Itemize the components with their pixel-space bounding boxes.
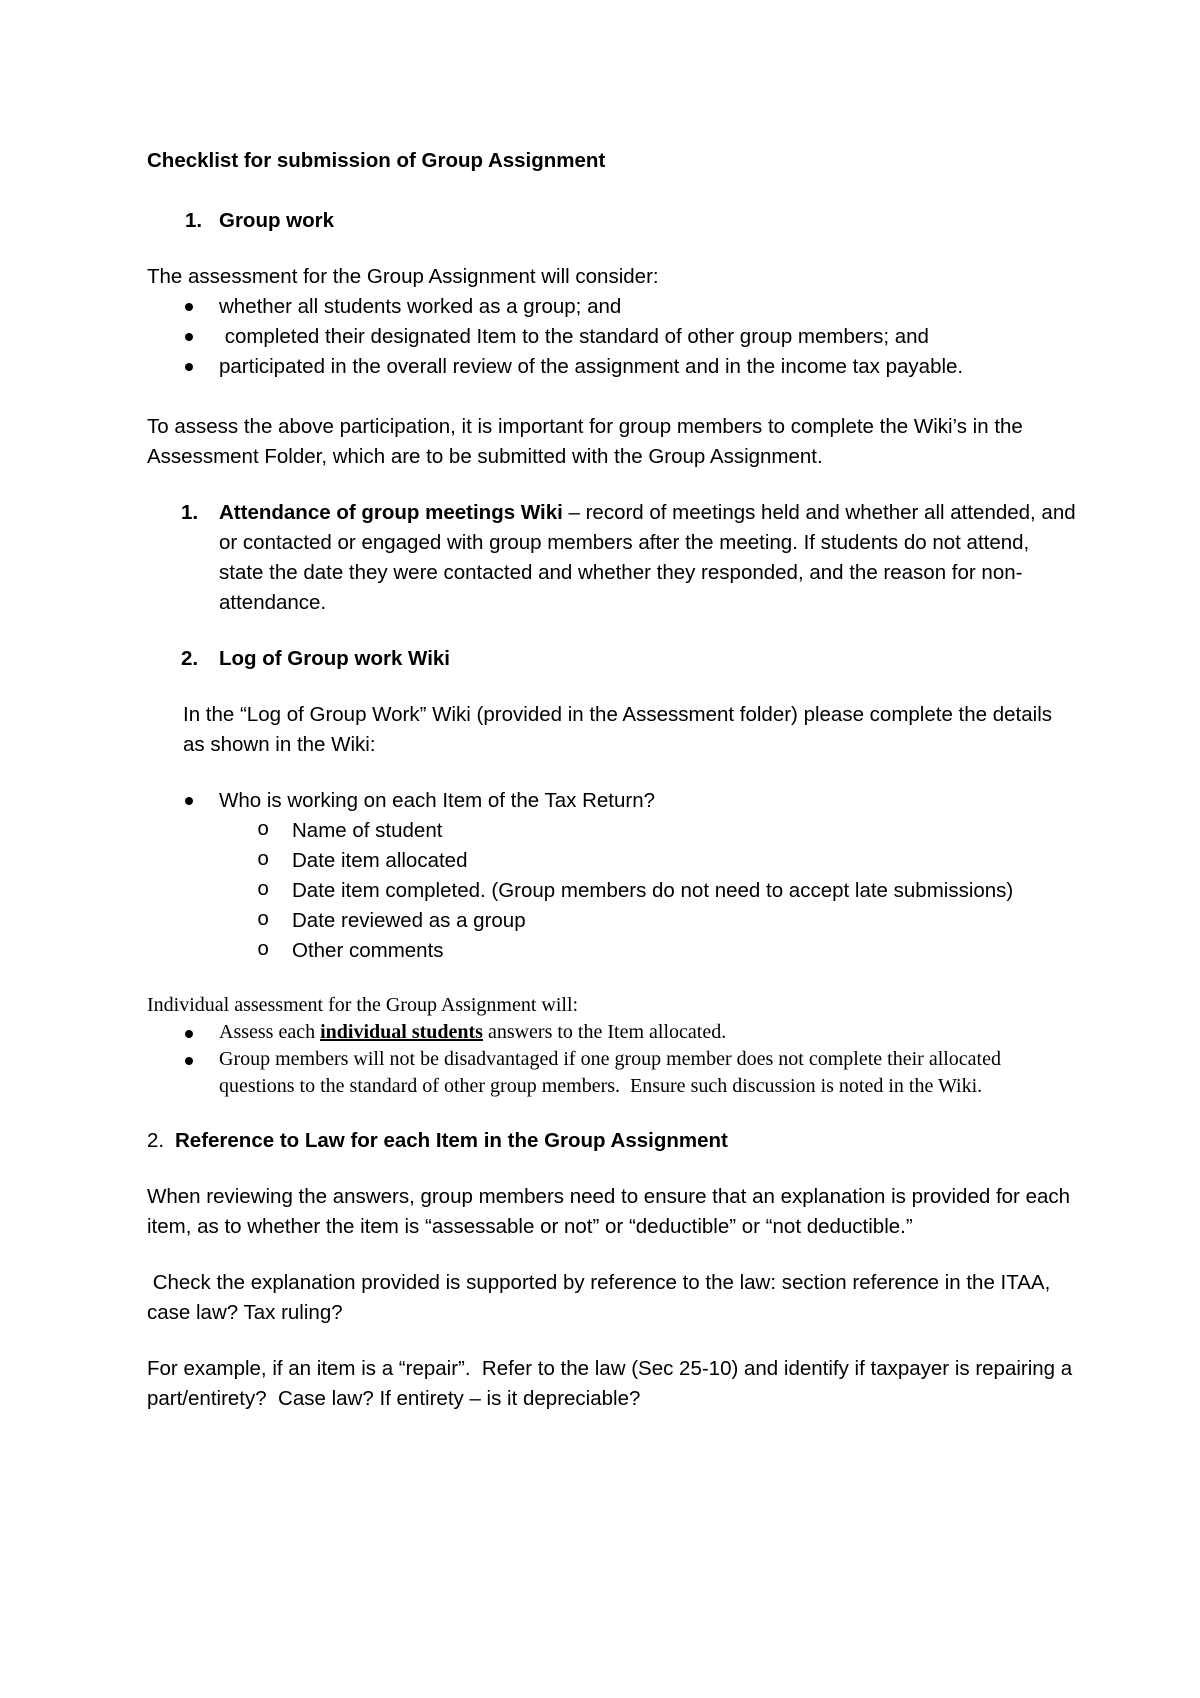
circle-bullet-icon: o <box>257 819 270 842</box>
section1-heading <box>147 206 1077 236</box>
check-paragraph: Check the explanation provided is supported by reference to the law: section reference in the ITAA, case law? Tax ruling? <box>147 1271 1056 1324</box>
wiki-item-log <box>147 644 1077 674</box>
log-subitem-text: Date reviewed as a group <box>292 909 526 932</box>
example-paragraph: For example, if an item is a “repair”. Refer to the law (Sec 25-10) and identify if taxpayer is repairing a part/entirety? Case law? If entirety – is it depreciable? <box>147 1357 1078 1410</box>
circle-bullet-icon: o <box>257 879 270 902</box>
circle-bullet-icon: o <box>257 909 270 932</box>
wiki-item-number: 2. <box>181 647 199 670</box>
wiki-item-attendance <box>147 498 1077 618</box>
assessment-bullet: completed their designated Item to the standard of other group members; and <box>147 322 1077 352</box>
section1-title: Group work <box>219 209 335 232</box>
wiki-item-text: – record of meetings held and whether all attended, and or contacted or engaged with group members after the meeting. If students do not attend, state the date they were contacted and whether they responded, and the reason for non-attendance. <box>219 501 1076 614</box>
log-subitem-text: Other comments <box>292 939 444 962</box>
assessment-bullet-list <box>147 292 1077 382</box>
individual-bullet <box>147 1019 1077 1046</box>
assessment-bullet: whether all students worked as a group; and <box>147 292 1077 322</box>
log-wiki-description: In the “Log of Group Work” Wiki (provided in the Assessment folder) please complete the details as shown in the Wiki: <box>183 703 1053 756</box>
review-paragraph: When reviewing the answers, group members need to ensure that an explanation is provided for each item, as to whether the item is “assessable or not” or “deductible” or “not deductible.” <box>147 1185 1071 1238</box>
individual-bullet-list <box>147 1019 1077 1100</box>
wiki-item-heading: Log of Group work Wiki <box>219 647 450 670</box>
log-subitem <box>147 816 1077 846</box>
log-subitem-text: Date item completed. (Group members do not need to accept late submissions) <box>292 879 1014 902</box>
wiki-item-number: 1. <box>181 501 199 524</box>
individual-intro: Individual assessment for the Group Assignment will: <box>147 994 579 1016</box>
individual-bullet-text: Assess each <box>219 1021 321 1043</box>
assessment-intro: The assessment for the Group Assignment will consider: <box>147 265 659 288</box>
log-subitem-text: Date item allocated <box>292 849 468 872</box>
wiki-item-heading: Attendance of group meetings Wiki <box>219 501 563 524</box>
log-subitem <box>147 876 1077 906</box>
individual-bullet-text: answers to the Item allocated. <box>482 1021 727 1043</box>
section2-heading <box>147 1126 1077 1156</box>
log-subitem-text: Name of student <box>292 819 443 842</box>
circle-bullet-icon: o <box>257 939 270 962</box>
participation-paragraph: To assess the above participation, it is important for group members to complete the Wiki’s in the Assessment Folder, which are to be submitted with the Group Assignment. <box>147 415 1023 468</box>
log-subitem <box>147 906 1077 936</box>
individual-bullet: Group members will not be disadvantaged if one group member does not complete their allocated questions to the standard of other group members. Ensure such discussion is noted in the Wiki. <box>147 1046 1077 1100</box>
individual-students-emphasis: individual students <box>320 1021 483 1043</box>
assessment-bullet: participated in the overall review of the assignment and in the income tax payable. <box>147 352 1077 382</box>
log-subitem <box>147 846 1077 876</box>
circle-bullet-icon: o <box>257 849 270 872</box>
individual-assessment-block <box>147 992 1077 1100</box>
log-subitem-list <box>147 816 1077 966</box>
section1-number: 1. <box>185 209 203 232</box>
document-body <box>147 146 1077 1414</box>
section2-number: 2. <box>147 1129 165 1152</box>
log-subitem <box>147 936 1077 966</box>
document-title: Checklist for submission of Group Assignment <box>147 149 606 172</box>
who-bullet-list <box>147 786 1077 816</box>
who-bullet: Who is working on each Item of the Tax Return? <box>147 786 1077 816</box>
section2-title: Reference to Law for each Item in the Group Assignment <box>175 1129 728 1152</box>
